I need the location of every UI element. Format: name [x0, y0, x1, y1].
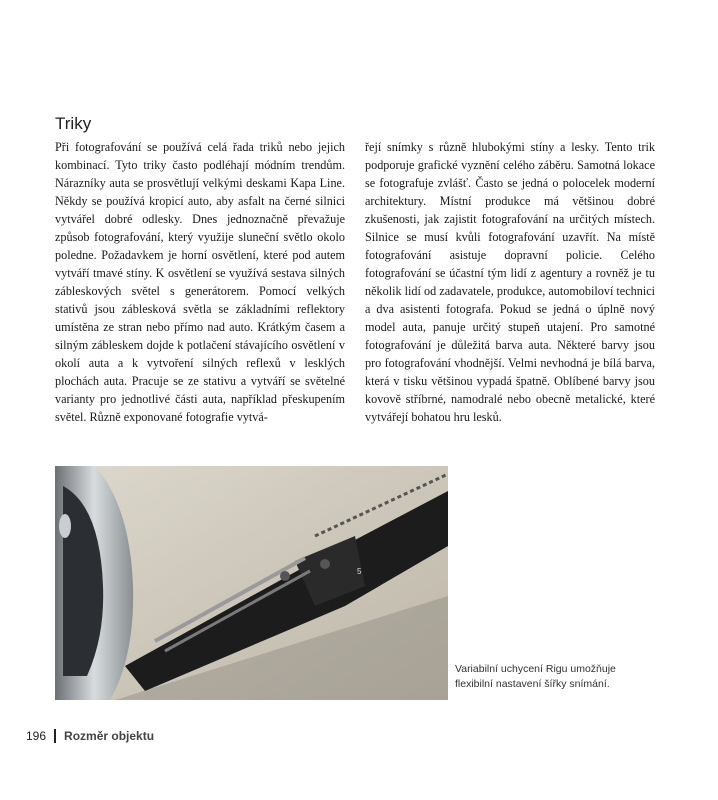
car-emblem [59, 514, 71, 538]
page-number: 196 [26, 729, 47, 743]
section-heading: Triky [55, 114, 92, 133]
text-column-right [365, 138, 655, 426]
car-rig-photo [55, 466, 448, 700]
footer-divider [54, 729, 56, 743]
photo-caption: Variabilní uchycení Rigu umožňuje flexibilní nastavení šířky snímání. [455, 663, 616, 690]
rig-number-label: 5 [357, 567, 362, 576]
body-paragraph-right: řejí snímky s různě hlubokými stíny a lesky. Tento trik podporuje grafické vyznění celého záběru. Samotná lokace se fotografuje zvlášť. Často se jedná o polocelek moderní architektury. Místní produkce má většinou dobré zkušenosti, jak zajistit fotografování na určitých místech. Silnice se musí kvůli fotografování uzavřít. Na místě fotografování asistuje dopravní policie. Celého fotografování se účastní tým lidí z agentury a rovněž je tu několik lidí od zadavatele, produkce, automobiloví technici a dva asistenti fotografa. Pokud se jedná o úplně nový model auta, panuje určitý stupeň utajení. Pro samotné fotografování je důležitá barva auta. Některé barvy jsou pro fotografování vhodnější. Velmi nevhodná je bílá barva, která v tisku většinou vypadá špatně. Oblíbené barvy jsou kovově stříbrné, namodralé nebo obecně metalické, které vytvářejí bohatou hru lesků. [365, 140, 655, 424]
rig-bolt [280, 571, 290, 581]
photo-illustration [55, 466, 448, 700]
page-footer [26, 729, 154, 743]
text-column-left [55, 138, 345, 426]
rig-bolt-2 [320, 559, 330, 569]
footer-section-title: Rozměr objektu [64, 729, 155, 743]
body-paragraph-left: Při fotografování se používá celá řada triků nebo jejich kombinací. Tyto triky často podléhají módním trendům. Nárazníky auta se prosvětlují velkými deskami Kapa Line. Někdy se používá kropicí auto, aby asfalt na černé silnici vytvářel dobré odlesky. Dnes jednoznačně převažuje způsob fotografování, který využije sluneční světlo okolo poledne. Požadavkem je horní osvětlení, které pod autem vytváří tmavé stíny. K osvětlení se využívá sestava silných zábleskových světel s generátorem. Pomocí velkých stativů jsou záblesková světla se základními reflektory umístěna ze stran nebo přímo nad auto. Krátkým časem a silným zábleskem dojde k potlačení stávajícího osvětlení v okolí auta a k vytvoření silných reflexů v lesklých plochách auta. Pracuje se ze stativu a vytváří se světelné varianty pro jednotlivé části auta, například přeskupením světel. Různě exponované fotografie vytvá- [55, 140, 345, 424]
